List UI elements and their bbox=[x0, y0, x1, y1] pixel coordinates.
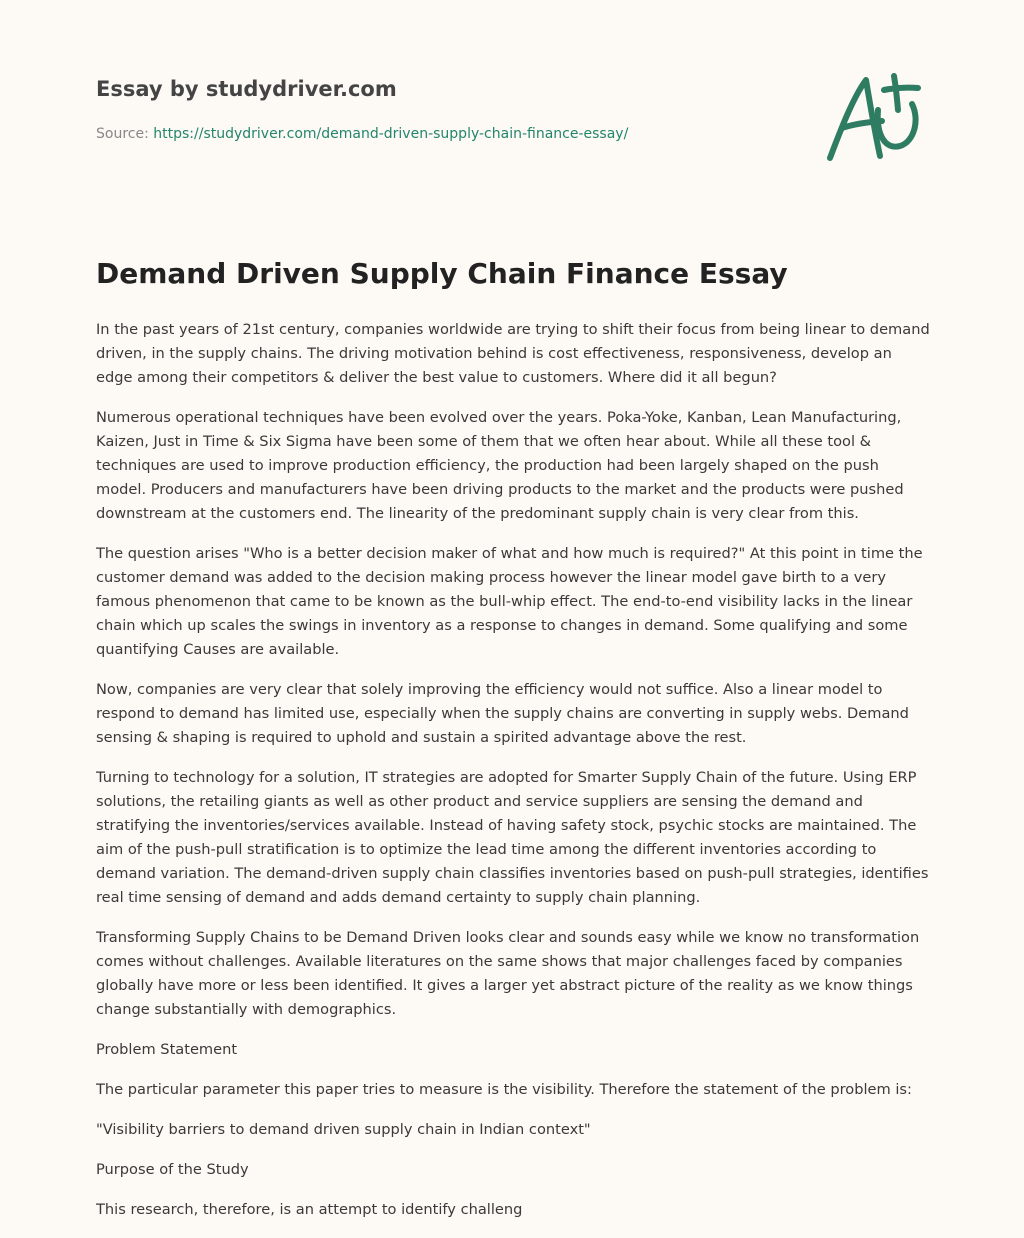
site-brand: Essay by studydriver.com bbox=[96, 77, 397, 101]
section-heading-problem-statement: Problem Statement bbox=[96, 1041, 238, 1058]
source-label: Source: bbox=[96, 126, 149, 142]
paragraph: Now, companies are very clear that solely improving the efficiency would not suffice. Also a linear model to respond to demand has limited use, especially when the supply chains are converting in supply webs. Demand sensing & shaping is required to uphold and sustain a spirited advantage above the rest. bbox=[96, 681, 909, 746]
paragraph: Turning to technology for a solution, IT strategies are adopted for Smarter Supply Chain of the future. Using ERP solutions, the retailing giants as well as other product and service suppliers are sensing the demand and stratifying the inventories/services available. Instead of having safety stock, psychic stocks are maintained. The aim of the push-pull stratification is to optimize the lead time among the different inventories according to demand variation. The demand-driven supply chain classifies inventories based on push-pull strategies, identifies real time sensing of demand and adds demand certainty to supply chain planning. bbox=[96, 769, 929, 906]
problem-statement-quote: "Visibility barriers to demand driven supply chain in Indian context" bbox=[96, 1121, 591, 1138]
paragraph: This research, therefore, is an attempt to identify challeng bbox=[96, 1201, 523, 1218]
paragraph: Numerous operational techniques have been evolved over the years. Poka-Yoke, Kanban, Lean Manufacturing, Kaizen, Just in Time & Six Sigma have been some of them that we often hear about. While all these tool & techniques are used to improve production efficiency, the production had been largely shaped on the push model. Producers and manufacturers have been driving products to the market and the products were pushed downstream at the customers end. The linearity of the predominant supply chain is very clear from this. bbox=[96, 409, 904, 522]
paragraph: Transforming Supply Chains to be Demand Driven looks clear and sounds easy while we know no transformation comes without challenges. Available literatures on the same shows that major challenges faced by companies globally have more or less been identified. It gives a larger yet abstract picture of the reality as we know things change substantially with demographics. bbox=[96, 929, 920, 1018]
paragraph: The particular parameter this paper tries to measure is the visibility. Therefore the statement of the problem is: bbox=[96, 1081, 912, 1098]
a-plus-logo-icon bbox=[820, 66, 930, 166]
source-line bbox=[96, 124, 796, 144]
paragraph: The question arises "Who is a better decision maker of what and how much is required?" At this point in time the customer demand was added to the decision making process however the linear model gave birth to a very famous phenomenon that came to be known as the bull-whip effect. The end-to-end visibility lacks in the linear chain which up scales the swings in inventory as a response to changes in demand. Some qualifying and some quantifying Causes are available. bbox=[96, 545, 923, 658]
paragraph: In the past years of 21st century, companies worldwide are trying to shift their focus from being linear to demand driven, in the supply chains. The driving motivation behind is cost effectiveness, responsiveness, develop an edge among their competitors & deliver the best value to customers. Where did it all begun? bbox=[96, 321, 930, 386]
section-heading-purpose: Purpose of the Study bbox=[96, 1161, 249, 1178]
page-header bbox=[96, 74, 796, 144]
article-title: Demand Driven Supply Chain Finance Essay bbox=[96, 257, 788, 290]
article bbox=[96, 254, 930, 1238]
source-link[interactable]: https://studydriver.com/demand-driven-supply-chain-finance-essay/ bbox=[153, 126, 629, 142]
